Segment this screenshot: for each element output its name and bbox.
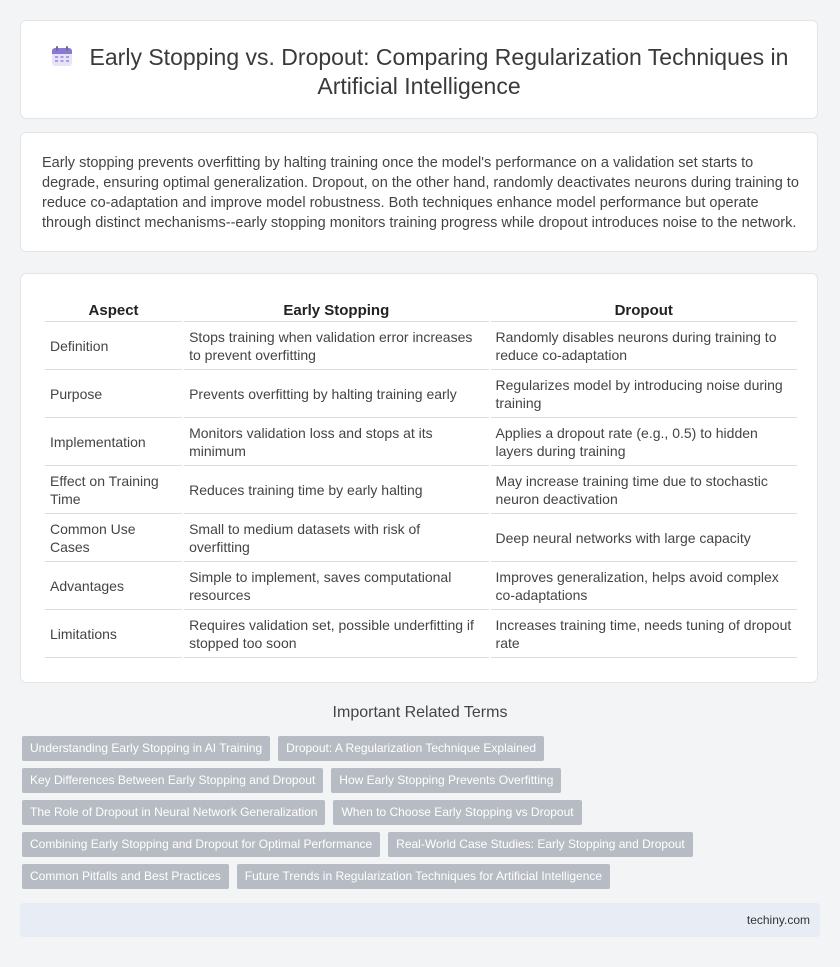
calendar-icon <box>50 44 74 68</box>
related-terms-list <box>22 736 812 896</box>
related-term-tag[interactable]: Future Trends in Regularization Techniques for Artificial Intelligence <box>237 864 610 889</box>
header-early-stopping: Early Stopping <box>184 296 488 322</box>
table-cell-aspect: Purpose <box>45 370 182 418</box>
table-row <box>45 562 797 610</box>
table-cell-dropout: Increases training time, needs tuning of dropout rate <box>491 610 797 658</box>
header-aspect: Aspect <box>45 296 182 322</box>
header-card <box>20 20 818 119</box>
related-term-tag[interactable]: Combining Early Stopping and Dropout for Optimal Performance <box>22 832 380 857</box>
intro-card <box>20 132 818 252</box>
intro-paragraph: Early stopping prevents overfitting by halting training once the model's performance on a validation set starts to degrade, ensuring optimal generalization. Dropout, on the other hand, randomly deactivates neurons during training to reduce co-adaptation and improve model robustness. Both techniques enhance model performance but operate through distinct mechanisms--early stopping monitors training progress while dropout introduces noise to the network. <box>42 155 799 231</box>
table-cell-early-stopping: Small to medium datasets with risk of overfitting <box>184 514 488 562</box>
comparison-table <box>43 296 799 658</box>
table-cell-early-stopping: Reduces training time by early halting <box>184 466 488 514</box>
table-cell-aspect: Limitations <box>45 610 182 658</box>
related-terms-title: Important Related Terms <box>332 704 508 721</box>
page-title-row <box>21 43 817 101</box>
tag-row <box>22 736 812 762</box>
table-cell-aspect: Effect on Training Time <box>45 466 182 514</box>
tag-row <box>22 800 812 826</box>
table-row <box>45 370 797 418</box>
table-cell-early-stopping: Prevents overfitting by halting training early <box>184 370 488 418</box>
table-cell-aspect: Advantages <box>45 562 182 610</box>
tag-row <box>22 832 812 858</box>
table-row <box>45 322 797 370</box>
table-cell-aspect: Implementation <box>45 418 182 466</box>
table-row <box>45 610 797 658</box>
table-cell-aspect: Common Use Cases <box>45 514 182 562</box>
footer-brand[interactable]: techiny.com <box>746 913 810 927</box>
table-cell-early-stopping: Stops training when validation error increases to prevent overfitting <box>184 322 488 370</box>
table-row <box>45 466 797 514</box>
table-cell-dropout: Applies a dropout rate (e.g., 0.5) to hidden layers during training <box>491 418 797 466</box>
table-cell-dropout: Improves generalization, helps avoid complex co-adaptations <box>491 562 797 610</box>
table-cell-dropout: Regularizes model by introducing noise during training <box>491 370 797 418</box>
header-dropout: Dropout <box>491 296 797 322</box>
footer <box>20 903 820 937</box>
table-cell-early-stopping: Simple to implement, saves computational resources <box>184 562 488 610</box>
table-cell-early-stopping: Requires validation set, possible underfitting if stopped too soon <box>184 610 488 658</box>
related-term-tag[interactable]: Common Pitfalls and Best Practices <box>22 864 229 889</box>
related-term-tag[interactable]: When to Choose Early Stopping vs Dropout <box>333 800 581 825</box>
comparison-card <box>20 273 818 683</box>
table-cell-aspect: Definition <box>45 322 182 370</box>
table-row <box>45 514 797 562</box>
table-row <box>45 418 797 466</box>
related-term-tag[interactable]: Key Differences Between Early Stopping and Dropout <box>22 768 323 793</box>
tag-row <box>22 768 812 794</box>
page-title: Early Stopping vs. Dropout: Comparing Regularization Techniques in Artificial Intelligence <box>89 44 789 99</box>
table-cell-dropout: Randomly disables neurons during training to reduce co-adaptation <box>491 322 797 370</box>
related-term-tag[interactable]: The Role of Dropout in Neural Network Generalization <box>22 800 325 825</box>
table-cell-dropout: May increase training time due to stochastic neuron deactivation <box>491 466 797 514</box>
table-cell-early-stopping: Monitors validation loss and stops at its minimum <box>184 418 488 466</box>
related-term-tag[interactable]: How Early Stopping Prevents Overfitting <box>331 768 561 793</box>
tag-row <box>22 864 812 890</box>
table-header-row <box>45 296 797 322</box>
related-term-tag[interactable]: Dropout: A Regularization Technique Explained <box>278 736 544 761</box>
related-term-tag[interactable]: Real-World Case Studies: Early Stopping and Dropout <box>388 832 693 857</box>
related-term-tag[interactable]: Understanding Early Stopping in AI Training <box>22 736 270 761</box>
table-cell-dropout: Deep neural networks with large capacity <box>491 514 797 562</box>
